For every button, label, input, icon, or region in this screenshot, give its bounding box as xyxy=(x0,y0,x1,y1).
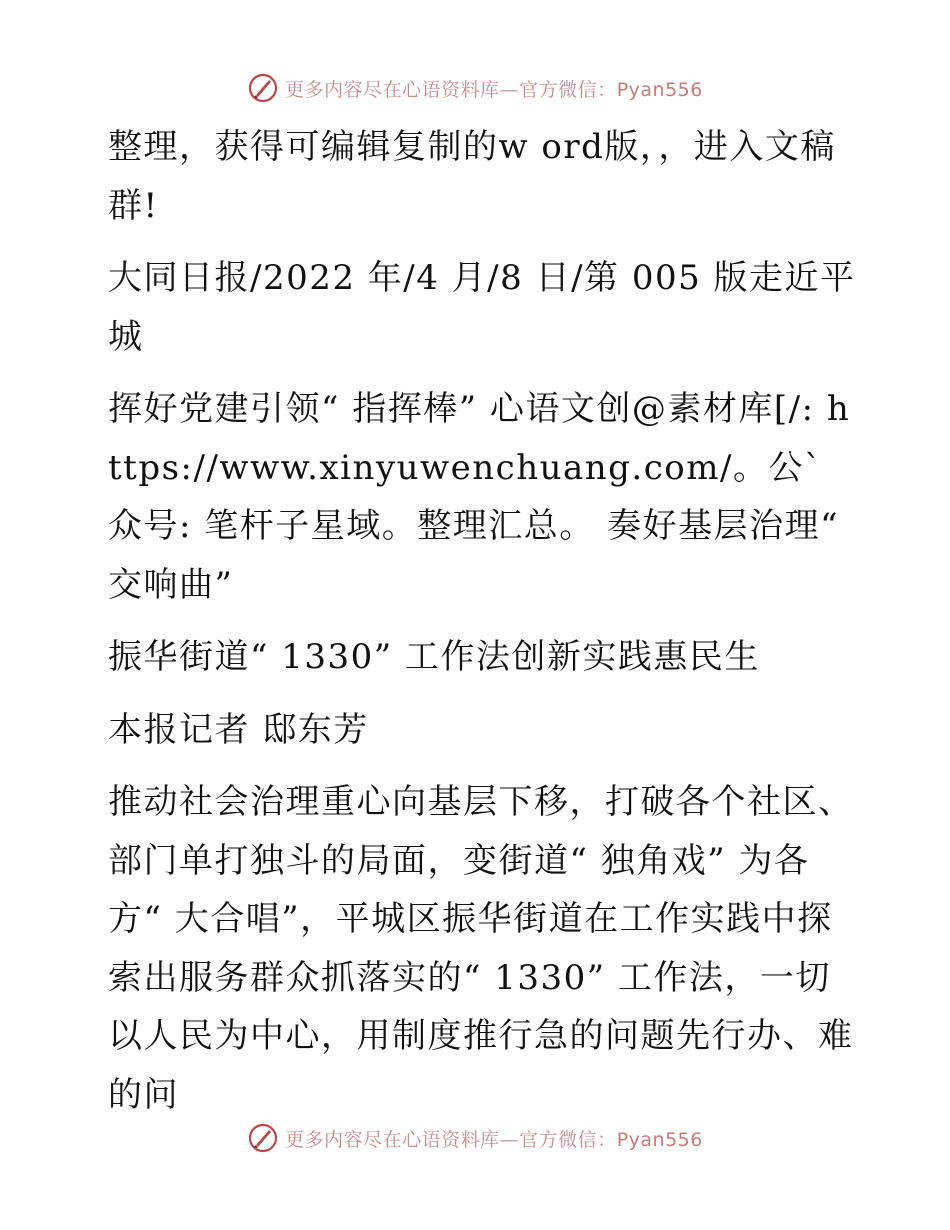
banner-main-text: 更多内容尽在心语资料库 xyxy=(285,78,500,101)
document-body xyxy=(96,118,856,1138)
paragraph-subheadline: 振华街道“ 1330” 工作法创新实践惠民生 xyxy=(108,637,760,677)
banner-text xyxy=(285,1125,703,1152)
banner-wechat-id: Pyan556 xyxy=(616,1128,703,1151)
paragraph-body: 推动社会治理重心向基层下移，打破各个社区、部门单打独斗的局面，变街道“ 独角戏” 为各方“ 大合唱”，平城区振华街道在工作实践中探索出服务群众抓落实的“ 1330” 工作法，一切以人民为中心，用制度推行急的问题先行办、难的问 xyxy=(108,782,854,1115)
banner-wechat-id: Pyan556 xyxy=(616,78,703,101)
footer-watermark-banner xyxy=(0,1122,950,1154)
banner-wechat-label: 官方微信： xyxy=(519,78,617,101)
paragraph-byline: 本报记者 邸东芳 xyxy=(108,709,369,750)
quill-circle-icon xyxy=(247,72,279,104)
banner-main-text: 更多内容尽在心语资料库 xyxy=(285,1128,500,1151)
banner-dash: — xyxy=(499,1128,520,1151)
banner-dash: — xyxy=(499,78,520,101)
paragraph-intro: 整理，获得可编辑复制的w ord版，，进入文稿群! xyxy=(108,127,836,226)
quill-circle-icon xyxy=(247,1122,279,1154)
paragraph-headline: 挥好党建引领“ 指挥棒” 心语文创@素材库[/: https://www.xinyuwenchuang.com/。公`众号: 笔杆子星域。整理汇总。 奏好基层治理“ 交响曲” xyxy=(108,389,851,605)
paragraph-source: 大同日报/2022 年/4 月/8 日/第 005 版走近平城 xyxy=(108,258,856,357)
header-watermark-banner xyxy=(0,72,950,104)
banner-wechat-label: 官方微信： xyxy=(519,1128,617,1151)
banner-text xyxy=(285,75,703,102)
